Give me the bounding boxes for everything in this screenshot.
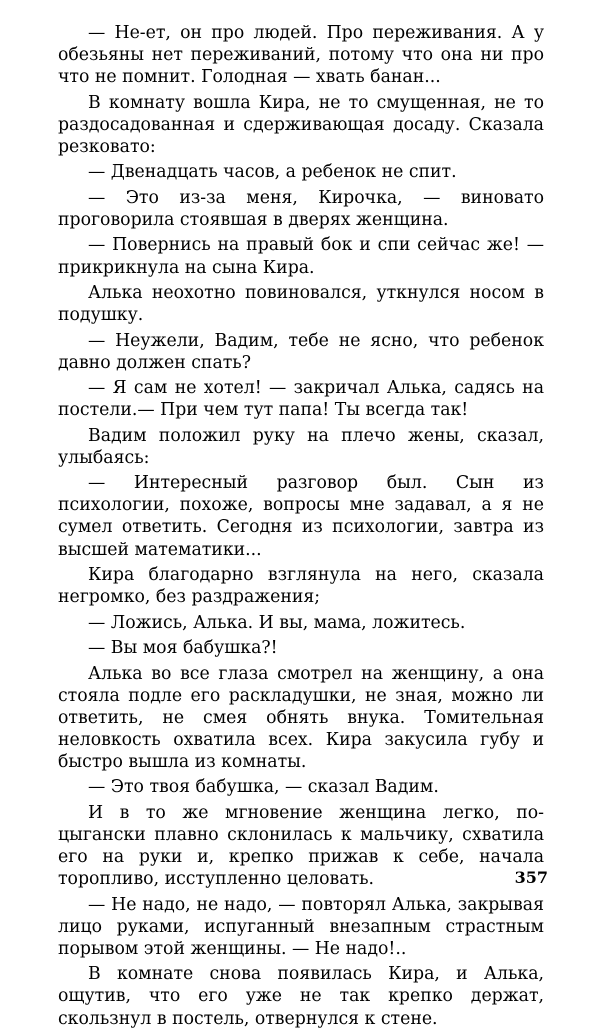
paragraph: — Не-ет, он про людей. Про переживания. А у обезьяны нет переживаний, потому что она ни про что не помнит. Голодная — хвать банан... [58,23,544,88]
paragraph: — Я сам не хотел! — закричал Алька, садясь на постели.— При чем тут папа! Ты всегда так! [58,378,544,421]
paragraph: — Ложись, Алька. И вы, мама, ложитесь. [88,612,466,633]
paragraph: — Повернись на правый бок и спи сейчас же! — прикрикнула на сына Кира. [58,235,544,278]
paragraph: Алька неохотно повиновался, уткнулся носом в подушку. [58,282,544,326]
paragraph: — Неужели, Вадим, тебе не ясно, что ребенок давно должен спать? [58,330,544,373]
paragraph: — Это твоя бабушка, — сказал Вадим. [88,777,439,798]
paragraph: Вадим положил руку на плечо жены, сказал, улыбаясь: [58,425,544,468]
paragraph: Кира благодарно взглянула на него, сказала негромко, без раздражения; [58,565,544,608]
paragraph: — Не надо, не надо, — повторял Алька, закрывая лицо руками, испуганный внезапным страстным порывом этой женщины. — Не надо!.. [58,894,544,959]
paragraph: В комнате снова появилась Кира, и Алька, ощутив, что его уже не так крепко держат, скользнул в постель, отвернулся к стене. [58,964,544,1029]
paragraph: — Интересный разговор был. Сын из психологии, похоже, вопросы мне задавал, а я не сумел ответить. Сегодня из психологии, завтра из высшей математики... [58,473,544,560]
paragraph: — Вы моя бабушка?! [88,638,278,659]
paragraph: И в то же мгновение женщина легко, по-цыгански плавно склонилась к мальчику, схватила его на руки и, крепко прижав к себе, начала торопливо, исступленно целовать. [58,802,544,890]
paragraph: В комнату вошла Кира, не то смущенная, не то раздосадованная и сдерживающая досаду. Сказала резковато: [58,92,544,157]
paragraph: — Двенадцать часов, а ребенок не спит. [88,162,457,183]
page-number: 357 [514,868,548,887]
paragraph: — Это из-за меня, Кирочка, — виновато проговорила стоявшая в дверях женщина. [58,187,544,230]
paragraph: Алька во все глаза смотрел на женщину, а она стояла подле его раскладушки, не зная, можно ли ответить, не смея обнять внука. Томительная неловкость охватила всех. Кира закусила губу и быстро вышла из комнаты. [58,663,544,772]
body-text [58,22,544,1030]
